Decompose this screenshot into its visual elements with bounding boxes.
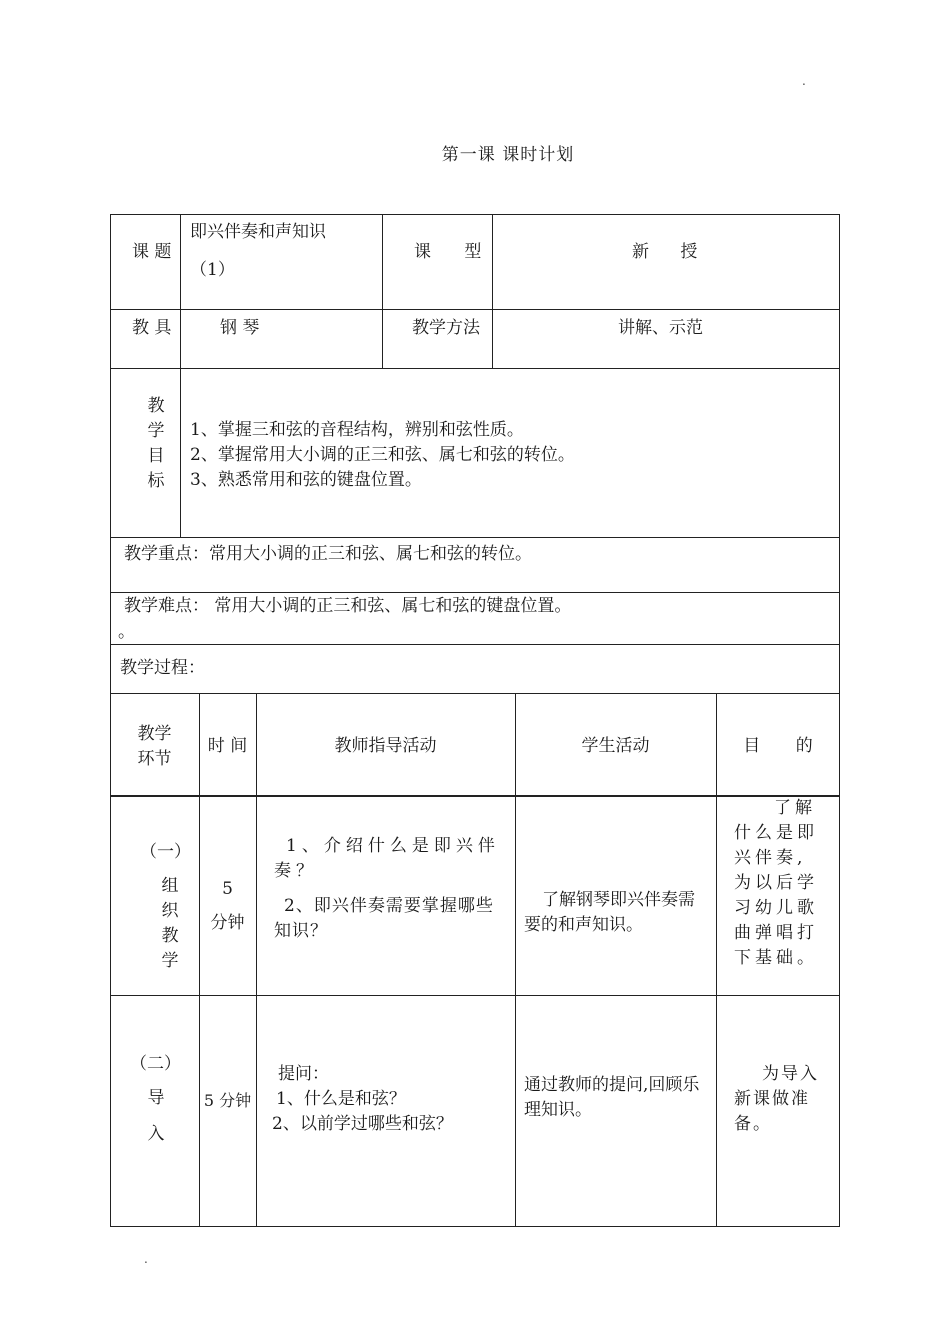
header-student: 学生活动 bbox=[581, 736, 650, 756]
goal-item-3: 3、熟悉常用和弦的键盘位置。 bbox=[190, 470, 422, 490]
key-point: 教学重点：常用大小调的正三和弦、属七和弦的转位。 bbox=[124, 544, 532, 564]
method-label: 教学方法 bbox=[412, 318, 480, 338]
header-teacher: 教师指导活动 bbox=[334, 736, 437, 756]
topic-value-line1: 即兴伴奏和声知识 bbox=[190, 222, 326, 242]
difficulty-tail: 。 bbox=[118, 622, 135, 642]
goals-label-1: 教 bbox=[147, 396, 165, 416]
stage-2-char-1: 导 bbox=[147, 1088, 165, 1108]
type-label: 课 型 bbox=[414, 242, 482, 262]
topic-value-line2: （1） bbox=[190, 260, 235, 280]
difficulty: 教学难点： 常用大小调的正三和弦、属七和弦的键盘位置。 bbox=[124, 596, 572, 616]
stage-2-number: （二） bbox=[130, 1054, 181, 1074]
row-2-teacher-1: 提问： bbox=[278, 1064, 329, 1084]
goals-label-4: 标 bbox=[147, 471, 165, 491]
method-value: 讲解、示范 bbox=[618, 318, 703, 338]
process-label: 教学过程： bbox=[120, 658, 205, 678]
stage-1-char-1: 组 bbox=[161, 876, 179, 896]
goal-item-1: 1、掌握三和弦的音程结构，辨别和弦性质。 bbox=[190, 420, 524, 440]
row-1-student: 了解钢琴即兴伴奏需要的和声知识。 bbox=[524, 890, 695, 935]
tools-value: 钢 琴 bbox=[220, 318, 260, 338]
row-1-teacher-1: 1、介绍什么是即兴伴奏？ bbox=[274, 836, 500, 881]
header-time: 时 间 bbox=[207, 736, 248, 756]
row-1-purpose: 了解什么是即兴伴奏,为以后学习幼儿歌曲弹唱打下基础。 bbox=[734, 798, 818, 968]
row-2-student: 通过教师的提问,回顾乐理知识。 bbox=[524, 1075, 700, 1120]
row-1-teacher-2: 2、即兴伴奏需要掌握哪些知识？ bbox=[274, 896, 494, 941]
topic-label: 课 题 bbox=[132, 242, 172, 262]
page-title: 第一课 课时计划 bbox=[441, 145, 575, 165]
tools-label: 教 具 bbox=[132, 318, 172, 338]
row-2-time: 5 分钟 bbox=[203, 1091, 252, 1110]
stage-2-char-2: 入 bbox=[147, 1124, 165, 1144]
goals-label-2: 学 bbox=[147, 421, 165, 441]
header-purpose: 目 的 bbox=[743, 736, 813, 756]
stage-1-char-3: 教 bbox=[161, 926, 179, 946]
corner-dot-bottom: . bbox=[144, 1252, 148, 1266]
stage-1-char-4: 学 bbox=[161, 951, 179, 971]
type-value: 新 授 bbox=[632, 242, 698, 262]
process-table bbox=[110, 694, 840, 1227]
corner-dot-top: . bbox=[802, 74, 806, 88]
row-2-purpose: 为导入新课做准备。 bbox=[734, 1064, 819, 1134]
goals-label-3: 目 bbox=[147, 446, 165, 466]
stage-1-char-2: 织 bbox=[161, 901, 179, 921]
goal-item-2: 2、掌握常用大小调的正三和弦、属七和弦的转位。 bbox=[190, 445, 575, 465]
header-stage: 教学 环节 bbox=[137, 724, 172, 769]
stage-1-number: （一） bbox=[140, 842, 191, 862]
row-2-teacher-3: 2、以前学过哪些和弦？ bbox=[272, 1114, 453, 1134]
row-2-teacher-2: 1、什么是和弦？ bbox=[276, 1089, 406, 1109]
row-1-time: 5 分钟 bbox=[210, 879, 245, 933]
